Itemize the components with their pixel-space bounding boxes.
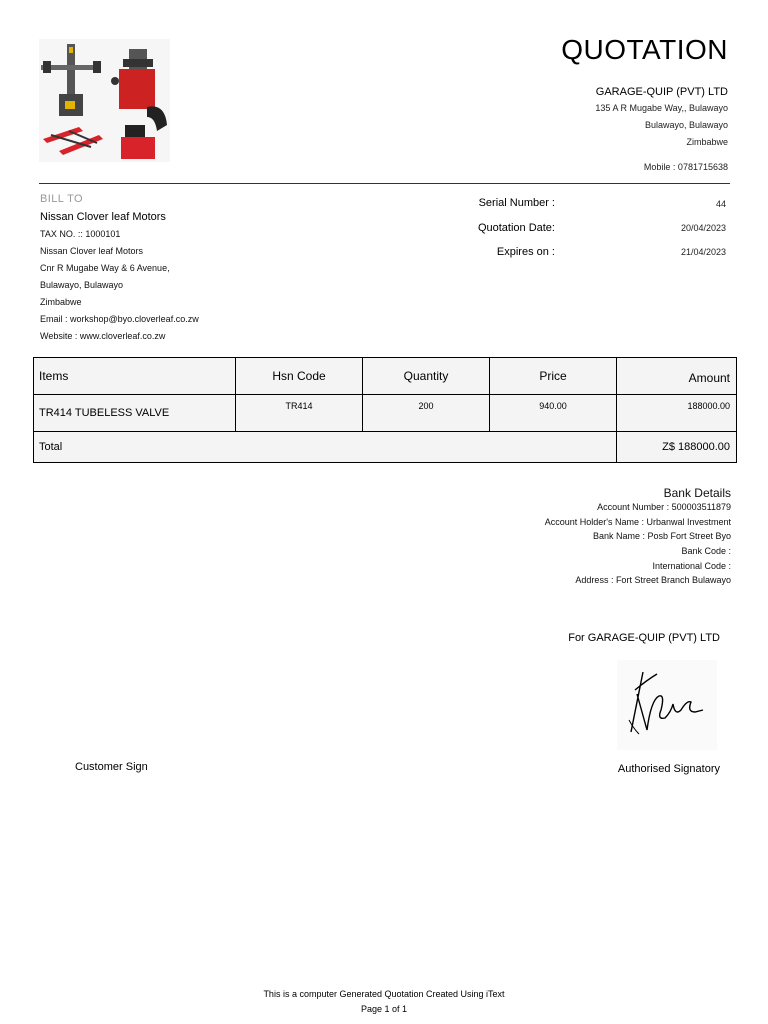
customer-email: Email : workshop@byo.cloverleaf.co.zw	[40, 314, 199, 324]
bank-details-heading: Bank Details	[663, 486, 731, 500]
cell-quantity: 200	[363, 395, 490, 432]
company-address-line1: 135 A R Mugabe Way,, Bulawayo	[595, 103, 728, 113]
quotation-date-label: Quotation Date:	[477, 222, 555, 234]
expires-on-label: Expires on :	[496, 246, 555, 258]
company-address-line2: Bulawayo, Bulawayo	[644, 120, 728, 130]
company-logo-equipment-image	[39, 39, 170, 162]
cell-hsn: TR414	[236, 395, 363, 432]
table-row	[34, 395, 737, 432]
company-name: GARAGE-QUIP (PVT) LTD	[595, 86, 728, 98]
bank-code: Bank Code :	[681, 546, 731, 556]
column-header-amount: Amount	[617, 358, 737, 395]
column-header-quantity: Quantity	[363, 358, 490, 395]
bank-account-number: Account Number : 500003511879	[597, 502, 731, 512]
table-total-row	[34, 432, 737, 463]
column-header-price: Price	[490, 358, 617, 395]
company-address-line3: Zimbabwe	[686, 137, 728, 147]
total-label: Total	[34, 432, 617, 463]
total-value: Z$ 188000.00	[617, 432, 737, 463]
items-table	[33, 357, 737, 463]
bank-account-holder: Account Holder's Name : Urbanwal Investment	[544, 517, 731, 527]
customer-address-line2: Cnr R Mugabe Way & 6 Avenue,	[40, 263, 170, 273]
quotation-date-value: 20/04/2023	[680, 223, 726, 233]
footer-page-number: Page 1 of 1	[360, 1004, 408, 1014]
bank-address: Address : Fort Street Branch Bulawayo	[575, 575, 731, 585]
handwritten-signature	[617, 660, 717, 750]
serial-number-label: Serial Number :	[478, 197, 555, 209]
table-header-row	[34, 358, 737, 395]
cell-amount: 188000.00	[617, 395, 737, 432]
bill-to-heading: BILL TO	[40, 193, 83, 205]
serial-number-value: 44	[715, 199, 726, 209]
customer-address-line3: Bulawayo, Bulawayo	[40, 280, 124, 290]
footer-generated-note: This is a computer Generated Quotation Created Using iText	[263, 989, 505, 999]
customer-address-line1: Nissan Clover leaf Motors	[40, 246, 144, 256]
company-mobile: Mobile : 0781715638	[643, 162, 728, 172]
customer-address-line4: Zimbabwe	[40, 297, 82, 307]
authorised-signatory-label: Authorised Signatory	[617, 763, 720, 775]
column-header-items: Items	[34, 358, 236, 395]
cell-item: TR414 TUBELESS VALVE	[34, 395, 236, 432]
document-title: QUOTATION	[561, 34, 728, 65]
customer-name: Nissan Clover leaf Motors	[40, 211, 166, 223]
bank-name: Bank Name : Posb Fort Street Byo	[592, 531, 731, 541]
for-company-label: For GARAGE-QUIP (PVT) LTD	[568, 632, 720, 644]
expires-on-value: 21/04/2023	[680, 247, 726, 257]
customer-tax-no: TAX NO. :: 1000101	[40, 229, 121, 239]
bank-international-code: International Code :	[652, 561, 731, 571]
cell-price: 940.00	[490, 395, 617, 432]
column-header-hsn-code: Hsn Code	[236, 358, 363, 395]
customer-sign-label: Customer Sign	[75, 761, 148, 773]
customer-website: Website : www.cloverleaf.co.zw	[40, 331, 166, 341]
header-divider	[39, 183, 730, 184]
